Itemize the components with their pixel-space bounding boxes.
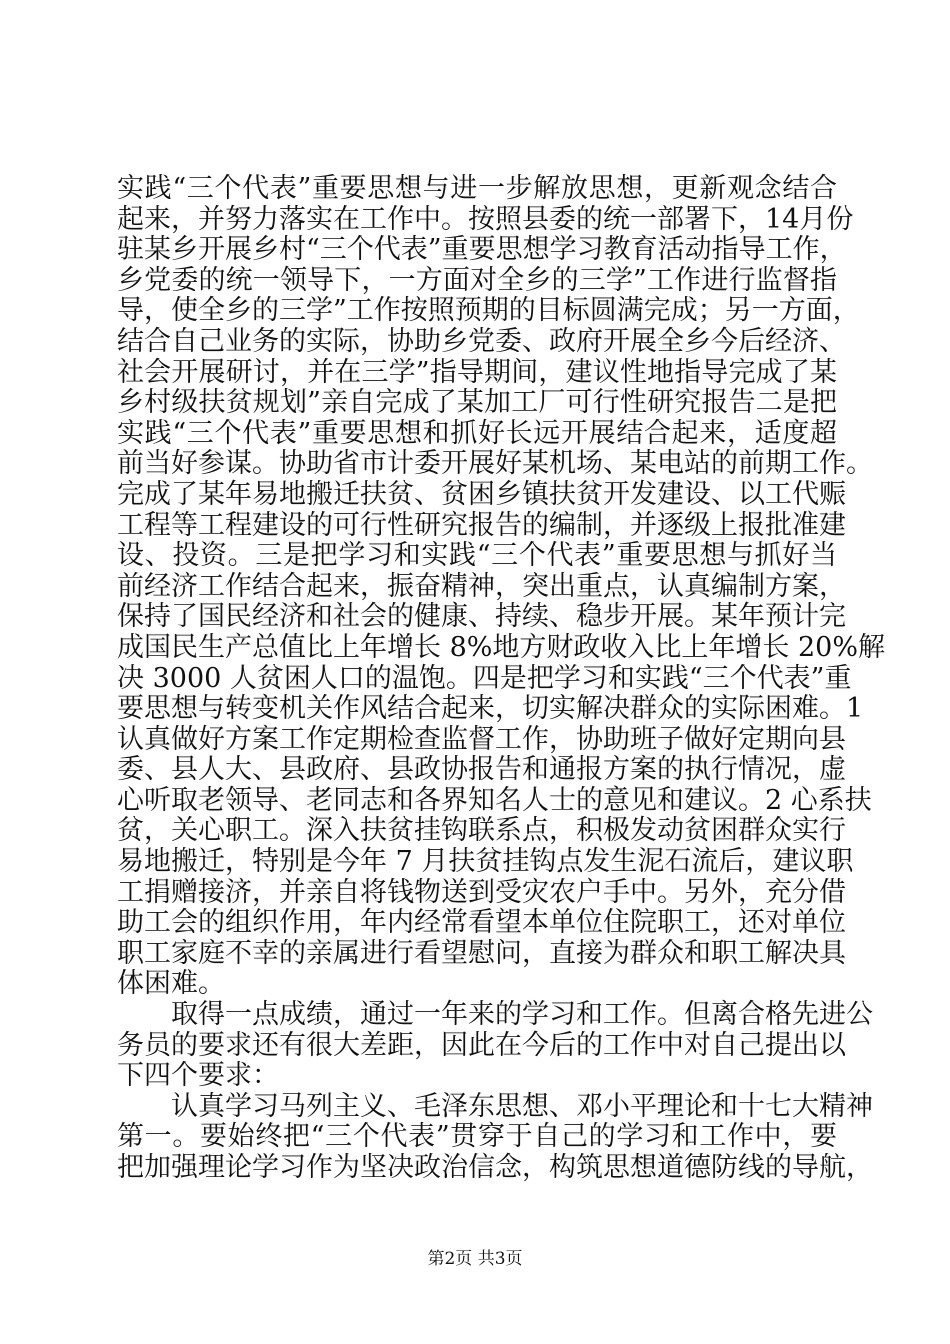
text-line: 取得一点成绩，通过一年来的学习和工作。但离合格先进公 bbox=[117, 999, 873, 1031]
text-line: 前经济工作结合起来，振奋精神，突出重点，认真编制方案， bbox=[117, 570, 846, 602]
text-line: 设、投资。三是把学习和实践“三个代表”重要思想与抓好当 bbox=[117, 540, 837, 572]
text-line: 工程等工程建设的可行性研究报告的编制，并逐级上报批准建 bbox=[117, 509, 846, 541]
text-line: 认真做好方案工作定期检查监督工作，协助班子做好定期向县 bbox=[117, 723, 846, 755]
text-line: 完成了某年易地搬迁扶贫、贫困乡镇扶贫开发建设、以工代赈 bbox=[117, 478, 846, 510]
text-line: 心听取老领导、老同志和各界知名人士的意见和建议。2 心系扶 bbox=[117, 784, 872, 816]
page-footer: 第2页 共3页 bbox=[427, 1249, 523, 1269]
text-line: 认真学习马列主义、毛泽东思想、邓小平理论和十七大精神 bbox=[117, 1090, 873, 1122]
text-line: 务员的要求还有很大差距，因此在今后的工作中对自己提出以 bbox=[117, 1029, 846, 1061]
text-line: 把加强理论学习作为坚决政治信念，构筑思想道德防线的导航， bbox=[117, 1152, 873, 1183]
text-line: 体困难。 bbox=[117, 968, 225, 1000]
text-line: 委、县人大、县政府、县政协报告和通报方案的执行情况，虚 bbox=[117, 754, 846, 786]
text-line: 成国民生产总值比上年增长 8%地方财政收入比上年增长 20%解 bbox=[117, 631, 886, 663]
text-line: 前当好参谋。协助省市计委开展好某机场、某电站的前期工作。 bbox=[117, 448, 873, 480]
text-line: 实践“三个代表”重要思想和抓好长远开展结合起来，适度超 bbox=[117, 417, 837, 449]
text-line: 导，使全乡的三学”工作按照预期的目标圆满完成；另一方面， bbox=[117, 295, 860, 327]
text-line: 乡党委的统一领导下，一方面对全乡的三学”工作进行监督指 bbox=[117, 264, 837, 296]
text-line: 乡村级扶贫规划”亲自完成了某加工厂可行性研究报告二是把 bbox=[117, 387, 837, 419]
text-line: 起来，并努力落实在工作中。按照县委的统一部署下，14月份 bbox=[117, 203, 854, 235]
text-line: 助工会的组织作用，年内经常看望本单位住院职工，还对单位 bbox=[117, 907, 846, 939]
text-line: 易地搬迁，特别是今年 7 月扶贫挂钩点发生泥石流后，建议职 bbox=[117, 846, 854, 878]
text-line: 贫，关心职工。深入扶贫挂钩联系点，积极发动贫困群众实行 bbox=[117, 815, 846, 847]
text-line: 职工家庭不幸的亲属进行看望慰问，直接为群众和职工解决具 bbox=[117, 937, 846, 969]
text-line: 工捐赠接济，并亲自将钱物送到受灾农户手中。另外，充分借 bbox=[117, 876, 846, 908]
text-line: 要思想与转变机关作风结合起来，切实解决群众的实际困难。1 bbox=[117, 693, 864, 725]
text-line: 第一。要始终把“三个代表”贯穿于自己的学习和工作中，要 bbox=[117, 1121, 837, 1153]
text-line: 保持了国民经济和社会的健康、持续、稳步开展。某年预计完 bbox=[117, 601, 846, 633]
text-line: 结合自己业务的实际，协助乡党委、政府开展全乡今后经济、 bbox=[117, 325, 846, 357]
text-line: 实践“三个代表”重要思想与进一步解放思想，更新观念结合 bbox=[117, 173, 837, 204]
text-line: 决 3000 人贫困人口的温饱。四是把学习和实践“三个代表”重 bbox=[117, 662, 852, 694]
document-body bbox=[117, 173, 886, 1184]
text-line: 驻某乡开展乡村“三个代表”重要思想学习教育活动指导工作， bbox=[117, 234, 847, 266]
text-line: 下四个要求： bbox=[117, 1060, 279, 1092]
text-line: 社会开展研讨，并在三学”指导期间，建议性地指导完成了某 bbox=[117, 356, 837, 388]
